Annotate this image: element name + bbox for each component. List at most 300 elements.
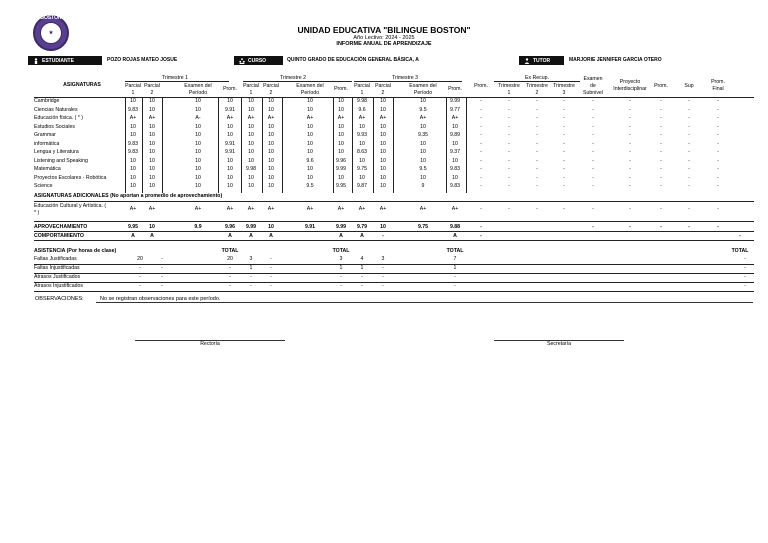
grade-cell: A+ <box>129 206 137 212</box>
grade-cell: - <box>688 106 690 113</box>
grade-cell: 10 <box>149 166 155 172</box>
attendance-cell: 7 <box>453 256 457 262</box>
comp-cell: A <box>269 233 273 239</box>
divider <box>446 97 447 193</box>
grade-cell: - <box>717 157 719 164</box>
grade-cell: - <box>660 149 662 155</box>
grade-cell: - <box>660 140 662 147</box>
header-parcial: Parcial <box>354 83 370 89</box>
header-sup: Sup <box>684 83 694 89</box>
observations-line <box>96 302 753 303</box>
grade-cell: 9.75 <box>356 166 368 172</box>
aprov-cell: 9.99 <box>245 224 257 230</box>
grade-cell: 10 <box>227 98 233 104</box>
attendance-cell: - <box>361 274 363 280</box>
grade-cell: A+ <box>194 206 202 212</box>
comp-cell: A <box>228 233 232 239</box>
grade-cell: A+ <box>379 206 387 212</box>
grade-cell: 10 <box>359 174 365 181</box>
divider <box>241 97 242 193</box>
divider <box>393 97 394 193</box>
observations-label: OBSERVACIONES: <box>35 296 84 302</box>
grade-cell: 10 <box>195 174 201 181</box>
header-recup-t: Trimestre <box>498 83 520 89</box>
divider <box>34 264 754 265</box>
grade-cell: - <box>563 106 565 113</box>
grade-cell: 10 <box>307 132 313 138</box>
grade-cell: - <box>592 132 594 138</box>
grade-cell: - <box>592 149 594 155</box>
subject-name: Lengua y Literatura <box>34 149 79 155</box>
grade-cell: - <box>563 132 565 138</box>
grade-cell: 10 <box>195 140 201 147</box>
header-subjects: ASIGNATURAS <box>63 82 101 88</box>
grade-cell: 10 <box>380 132 386 138</box>
grade-cell: 10 <box>130 157 136 164</box>
grade-cell: A+ <box>451 206 459 212</box>
grade-cell: 9.5 <box>419 166 427 172</box>
aprov-tail-cell: - <box>660 224 662 230</box>
attendance-cell: 20 <box>227 256 233 262</box>
grade-cell: 10 <box>227 132 233 138</box>
grade-cell: - <box>717 98 719 104</box>
subject-name: Grammar <box>34 132 56 138</box>
grade-cell: 10 <box>248 132 254 138</box>
report-title: INFORME ANUAL DE APRENDIZAJE <box>336 41 432 47</box>
attendance-final-cell: - <box>744 265 746 271</box>
grade-cell: 10 <box>149 132 155 138</box>
grade-cell: - <box>717 206 719 212</box>
grade-cell: 9.91 <box>224 106 236 113</box>
grade-cell: - <box>508 115 510 121</box>
header-prom2: Prom. <box>654 83 668 89</box>
subject-name: Ciencias Naturales <box>34 106 78 113</box>
attendance-cell: 1 <box>339 265 343 271</box>
aprov-cell: 10 <box>149 224 155 230</box>
divider <box>34 201 754 202</box>
grade-cell: 10 <box>149 106 155 113</box>
header-prom: Prom. <box>448 86 462 92</box>
grade-cell: - <box>717 149 719 155</box>
grade-cell: - <box>629 174 631 181</box>
grade-cell: - <box>480 174 482 181</box>
grade-cell: 10 <box>380 149 386 155</box>
grade-cell: - <box>660 123 662 130</box>
header-interdisciplinar: Interdisciplinar <box>613 86 647 92</box>
grade-cell: - <box>563 140 565 147</box>
grade-cell: - <box>688 115 690 121</box>
subject-name: Proyectos Escolares - Robótica <box>34 174 107 181</box>
header-proyecto: Proyecto <box>619 79 641 85</box>
grade-cell: 10 <box>338 174 344 181</box>
grade-cell: - <box>508 149 510 155</box>
grade-cell: - <box>563 123 565 130</box>
grade-cell: 9.5 <box>419 106 427 113</box>
grade-cell: - <box>660 183 662 189</box>
grade-cell: - <box>508 183 510 189</box>
grade-cell: 10 <box>149 140 155 147</box>
comp-tail-cell: - <box>739 233 741 239</box>
divider <box>333 97 334 193</box>
attendance-row-name: Atrasos Justificados <box>34 274 81 280</box>
grade-cell: - <box>536 157 538 164</box>
grade-cell: 10 <box>452 157 458 164</box>
divider <box>243 81 352 82</box>
grade-cell: - <box>563 157 565 164</box>
grade-cell: - <box>536 98 538 104</box>
grade-cell: 10 <box>268 106 274 113</box>
grade-cell: 10 <box>338 106 344 113</box>
grade-cell: - <box>629 123 631 130</box>
grade-cell: - <box>629 115 631 121</box>
grade-cell: - <box>592 174 594 181</box>
divider <box>34 273 754 274</box>
grade-cell: 10 <box>380 123 386 130</box>
grade-cell: - <box>688 157 690 164</box>
grade-cell: - <box>660 174 662 181</box>
header-subnivel: Subnivel <box>583 90 603 96</box>
attendance-cell: - <box>161 274 163 280</box>
comp-cell: A <box>453 233 457 239</box>
grade-cell: - <box>629 183 631 189</box>
grade-cell: A+ <box>129 115 137 121</box>
attendance-row-name: Atrasos Injustificados <box>34 283 84 289</box>
grade-cell: 10 <box>227 183 233 189</box>
grade-cell: 10 <box>359 123 365 130</box>
grade-cell: 10 <box>380 98 386 104</box>
grade-cell: 10 <box>195 183 201 189</box>
grade-cell: - <box>717 166 719 172</box>
grade-cell: - <box>508 123 510 130</box>
grade-cell: - <box>563 98 565 104</box>
grade-cell: 9.83 <box>127 106 139 113</box>
grade-cell: 10 <box>359 157 365 164</box>
grade-cell: - <box>688 183 690 189</box>
aprov-cell: 9.95 <box>127 224 139 230</box>
header-parcial: Parcial <box>144 83 160 89</box>
attendance-cell: 1 <box>249 265 253 271</box>
header-recup-3: 3 <box>562 90 566 96</box>
grade-cell: 10 <box>268 132 274 138</box>
grade-cell: - <box>536 183 538 189</box>
comp-cell: A <box>131 233 135 239</box>
aprov-cell: 9.75 <box>417 224 429 230</box>
divider <box>34 282 754 283</box>
subject-name: informática <box>34 140 60 147</box>
divider <box>162 97 163 193</box>
attendance-cell: - <box>229 283 231 289</box>
additional-subject-cont: * ) <box>34 210 40 216</box>
header-parcial: Parcial <box>375 83 391 89</box>
grade-cell: - <box>480 115 482 121</box>
aprov-cell: 9.96 <box>224 224 236 230</box>
grade-cell: - <box>592 166 594 172</box>
grade-cell: - <box>508 106 510 113</box>
attendance-cell: - <box>139 283 141 289</box>
grade-cell: 10 <box>248 183 254 189</box>
grade-cell: 10 <box>248 149 254 155</box>
grade-cell: 10 <box>338 123 344 130</box>
attendance-cell: - <box>161 283 163 289</box>
attendance-cell: 4 <box>360 256 364 262</box>
grade-cell: A+ <box>306 115 314 121</box>
secretary-signature: Secretaría <box>547 341 571 347</box>
grade-cell: - <box>536 140 538 147</box>
grade-cell: 10 <box>268 166 274 172</box>
header-final: Final <box>712 86 724 92</box>
grade-cell: - <box>563 149 565 155</box>
divider <box>34 221 754 222</box>
grade-cell: - <box>592 98 594 104</box>
divider <box>352 97 353 193</box>
grade-cell: 10 <box>307 174 313 181</box>
attendance-cell: - <box>270 265 272 271</box>
grade-cell: 10 <box>420 98 426 104</box>
comp-cell: A <box>150 233 154 239</box>
header-exam: Examen del <box>184 83 212 89</box>
grade-cell: - <box>592 206 594 212</box>
attendance-cell: - <box>161 265 163 271</box>
grade-cell: 10 <box>338 149 344 155</box>
attendance-cell: - <box>139 265 141 271</box>
grade-cell: 10 <box>248 98 254 104</box>
attendance-cell: - <box>250 274 252 280</box>
grade-cell: 10 <box>420 123 426 130</box>
grade-cell: - <box>480 157 482 164</box>
attendance-cell: - <box>139 274 141 280</box>
logo-shield-icon: ★ <box>40 22 62 44</box>
additional-subject: Educación Cultural y Artística. ( <box>34 203 107 209</box>
observations-text: No se registran observaciones para este período. <box>100 296 221 302</box>
grade-cell: - <box>563 183 565 189</box>
header-exam: Examen del <box>296 83 324 89</box>
subject-name: Listening and Speaking <box>34 157 88 164</box>
header-parcial-num: 2 <box>269 90 273 96</box>
grade-cell: - <box>508 157 510 164</box>
grade-cell: 10 <box>195 149 201 155</box>
attendance-cell: - <box>270 274 272 280</box>
grade-cell: 10 <box>149 174 155 181</box>
aprov-cell: 10 <box>380 224 386 230</box>
attendance-cell: 1 <box>453 265 457 271</box>
grade-cell: 10 <box>130 183 136 189</box>
grade-cell: 10 <box>307 140 313 147</box>
grade-cell: 10 <box>248 174 254 181</box>
grade-cell: - <box>629 166 631 172</box>
header-de: de <box>590 83 596 89</box>
aprov-cell: 9.9 <box>194 224 202 230</box>
tutor-label-bar: TUTOR <box>519 56 564 65</box>
grade-cell: - <box>480 106 482 113</box>
aprov-cell: - <box>480 224 482 230</box>
grade-cell: 10 <box>248 123 254 130</box>
grade-cell: - <box>480 149 482 155</box>
grade-cell: A+ <box>148 115 156 121</box>
header-parcial-num: 1 <box>249 90 253 96</box>
attendance-cell: - <box>382 283 384 289</box>
grade-cell: - <box>536 149 538 155</box>
grade-cell: - <box>480 98 482 104</box>
grade-cell: 9.83 <box>127 149 139 155</box>
grade-cell: A+ <box>247 115 255 121</box>
grade-cell: 10 <box>268 98 274 104</box>
divider <box>466 97 467 193</box>
header-recup-t: Trimestre <box>553 83 575 89</box>
course-label-bar: CURSO <box>234 56 283 65</box>
grade-cell: - <box>688 140 690 147</box>
attendance-cell: - <box>454 283 456 289</box>
grade-cell: - <box>480 206 482 212</box>
subject-name: Estudios Sociales <box>34 123 75 130</box>
grade-cell: - <box>688 166 690 172</box>
grade-cell: 10 <box>380 157 386 164</box>
divider <box>218 97 219 193</box>
attendance-cell: 1 <box>360 265 364 271</box>
tutor-name: MARJORIE JENNIFER GARCIA OTERO <box>569 57 662 63</box>
header-trimestre-3: Trimestre 3 <box>391 75 419 81</box>
grade-cell: - <box>508 166 510 172</box>
grade-cell: - <box>508 140 510 147</box>
grade-cell: 10 <box>268 123 274 130</box>
grade-cell: 9.83 <box>127 140 139 147</box>
grade-cell: 9.87 <box>356 183 368 189</box>
grade-cell: 10 <box>380 140 386 147</box>
header-parcial-num: 2 <box>381 90 385 96</box>
grade-cell: - <box>480 123 482 130</box>
attendance-total-t2: TOTAL <box>332 248 350 254</box>
divider <box>125 81 229 82</box>
grade-cell: 10 <box>380 106 386 113</box>
grade-cell: 10 <box>307 149 313 155</box>
grade-cell: 10 <box>420 174 426 181</box>
grade-cell: A+ <box>379 115 387 121</box>
divider <box>34 240 754 241</box>
grade-cell: - <box>660 132 662 138</box>
grade-cell: 10 <box>227 174 233 181</box>
attendance-final-cell: - <box>744 274 746 280</box>
subject-name: Science <box>34 183 53 189</box>
aprov-tail-cell: - <box>629 224 631 230</box>
aprov-tail-cell: - <box>717 224 719 230</box>
grade-cell: A+ <box>358 115 366 121</box>
grade-cell: - <box>660 106 662 113</box>
grade-cell: - <box>717 140 719 147</box>
grade-cell: - <box>563 174 565 181</box>
grade-cell: - <box>563 206 565 212</box>
attendance-cell: 3 <box>339 256 343 262</box>
attendance-cell: - <box>382 265 384 271</box>
header-trimestre-1: Trimestre 1 <box>161 75 189 81</box>
grade-cell: 10 <box>268 174 274 181</box>
attendance-cell: - <box>454 274 456 280</box>
grade-cell: - <box>592 115 594 121</box>
header-prom: Prom. <box>223 86 237 92</box>
grade-cell: 9.35 <box>417 132 429 138</box>
grade-cell: - <box>688 98 690 104</box>
grade-cell: 10 <box>307 106 313 113</box>
aprov-label: APROVECHAMIENTO <box>34 224 88 230</box>
attendance-row-name: Faltas Injustificadas <box>34 265 80 271</box>
grade-cell: 10 <box>307 98 313 104</box>
grade-cell: - <box>629 140 631 147</box>
grade-cell: - <box>660 115 662 121</box>
grade-cell: - <box>688 206 690 212</box>
grade-cell: - <box>629 157 631 164</box>
grade-cell: A+ <box>306 206 314 212</box>
grade-cell: A+ <box>419 206 427 212</box>
aprov-cell: 9.79 <box>356 224 368 230</box>
aprov-cell: 9.99 <box>335 224 347 230</box>
attendance-cell: - <box>340 283 342 289</box>
grade-cell: A+ <box>267 206 275 212</box>
grade-cell: 10 <box>149 123 155 130</box>
attendance-cell: - <box>361 283 363 289</box>
grade-cell: 10 <box>338 140 344 147</box>
grade-cell: - <box>592 106 594 113</box>
student-name: POZO ROJAS MATEO JOSUE <box>107 57 178 63</box>
grade-cell: - <box>536 206 538 212</box>
header-parcial-num: 1 <box>360 90 364 96</box>
divider <box>262 97 263 193</box>
grade-cell: 9 <box>421 183 425 189</box>
grade-cell: 10 <box>130 166 136 172</box>
grade-cell: 9.98 <box>356 98 368 104</box>
grade-cell: - <box>592 123 594 130</box>
grade-cell: 10 <box>380 166 386 172</box>
grade-cell: - <box>592 140 594 147</box>
grade-cell: - <box>717 115 719 121</box>
header-parcial: Parcial <box>243 83 259 89</box>
attendance-total-final: TOTAL <box>731 248 749 254</box>
grade-cell: - <box>717 123 719 130</box>
header-parcial: Parcial <box>125 83 141 89</box>
attendance-cell: - <box>270 283 272 289</box>
grade-cell: - <box>688 149 690 155</box>
rector-signature: Rectoría <box>200 341 220 347</box>
divider <box>354 81 462 82</box>
divider <box>125 97 126 193</box>
grade-cell: - <box>508 174 510 181</box>
additional-title: ASIGNATURAS ADICIONALES (No aportan a promedio de aprovechamiento) <box>34 193 223 199</box>
grade-cell: 10 <box>149 157 155 164</box>
aprov-cell: 10 <box>268 224 274 230</box>
grade-cell: 10 <box>149 149 155 155</box>
attendance-cell: - <box>161 256 163 262</box>
grade-cell: - <box>629 149 631 155</box>
header-examen: Examen <box>583 76 603 82</box>
grade-cell: 9.99 <box>449 98 461 104</box>
grade-cell: A+ <box>226 115 234 121</box>
grade-cell: A+ <box>358 206 366 212</box>
grade-cell: 9.95 <box>335 183 347 189</box>
grade-cell: A- <box>195 115 201 121</box>
attendance-total-t3: TOTAL <box>446 248 464 254</box>
comp-cell: A <box>339 233 343 239</box>
school-name: UNIDAD EDUCATIVA "BILINGUE BOSTON" <box>297 25 471 35</box>
grade-cell: 10 <box>130 174 136 181</box>
grade-cell: 10 <box>195 157 201 164</box>
attendance-cell: 3 <box>381 256 385 262</box>
grade-cell: 9.93 <box>356 132 368 138</box>
divider <box>373 97 374 193</box>
grade-cell: 10 <box>248 157 254 164</box>
divider <box>34 231 754 232</box>
attendance-cell: 20 <box>137 256 143 262</box>
attendance-final-cell: - <box>744 256 746 262</box>
attendance-cell: - <box>229 265 231 271</box>
header-parcial: Parcial <box>263 83 279 89</box>
grade-cell: 10 <box>452 174 458 181</box>
